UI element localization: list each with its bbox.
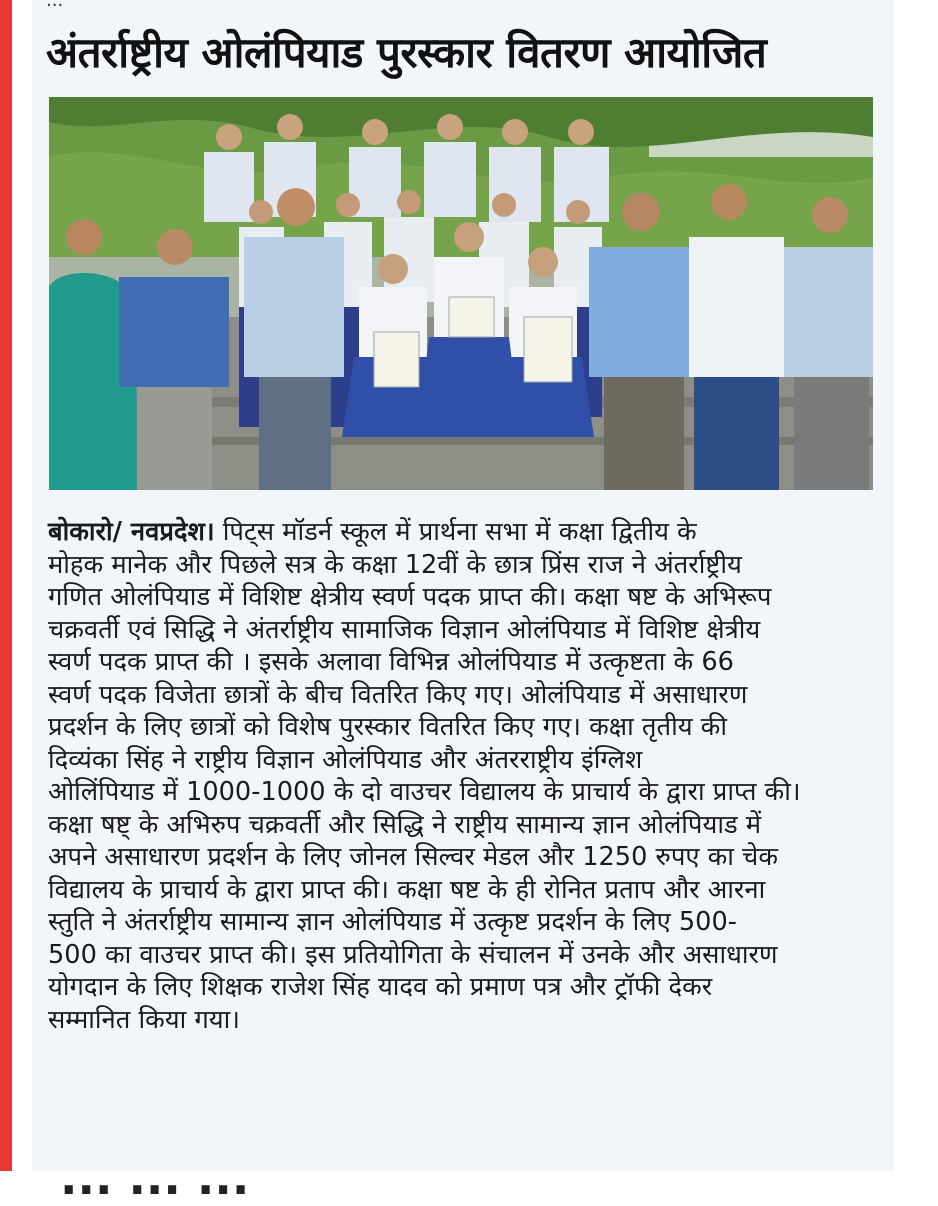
article-body (48, 516, 878, 1036)
article-line: ओलिंपियाड में 1000-1000 के दो वाउचर विद्यालय के प्राचार्य के द्वारा प्राप्त की। (48, 777, 801, 807)
article-line: मोहक मानेक और पिछले सत्र के कक्षा 12वीं के छात्र प्रिंस राज ने अंतर्राष्ट्रीय (48, 549, 742, 580)
article-line: प्रदर्शन के लिए छात्रों को विशेष पुरस्कार वितरित किए गए। कक्षा तृतीय की (48, 712, 727, 742)
article-line: दिव्यंका सिंह ने राष्ट्रीय विज्ञान ओलंपियाड और अंतरराष्ट्रीय इंग्लिश (48, 744, 643, 775)
article-line: गणित ओलंपियाड में विशिष्ट क्षेत्रीय स्वर्ण पदक प्राप्त की। कक्षा षष्ट के अभिरूप (48, 582, 772, 612)
article-line: योगदान के लिए शिक्षक राजेश सिंह यादव को प्रमाण पत्र और ट्रॉफी देकर (48, 972, 713, 1002)
article-line: सम्मानित किया गया। (48, 1004, 240, 1035)
cut-off-bottom-headline (60, 1150, 880, 1205)
group-photo (49, 97, 873, 490)
article-line: विद्यालय के प्राचार्य के द्वारा प्राप्त की। कक्षा षष्ट के ही रोनित प्रताप और आरना (48, 874, 766, 905)
article-line: कक्षा षष्ट् के अभिरुप चक्रवर्ती और सिद्धि ने राष्ट्रीय सामान्य ज्ञान ओलंपियाड में (48, 809, 762, 840)
article-line: स्तुति ने अंतर्राष्ट्रीय सामान्य ज्ञान ओलंपियाड में उत्कृष्ट प्रदर्शन के लिए 500- (48, 907, 737, 937)
article-line: चक्रवर्ती एवं सिद्धि ने अंतर्राष्ट्रीय सामाजिक विज्ञान ओलंपियाड में विशिष्ट क्षेत्रीय (48, 614, 761, 645)
dateline: बोकारो/ नवप्रदेश। (48, 517, 215, 547)
article-line-text: पिट्स मॉडर्न स्कूल में प्रार्थना सभा में कक्षा द्वितीय के (222, 517, 697, 547)
red-margin-bar (0, 0, 12, 1171)
article-line: स्वर्ण पदक विजेता छात्रों के बीच वितरित किए गए। ओलंपियाड में असाधारण (48, 679, 748, 710)
headline: अंतर्राष्ट्रीय ओलंपियाड पुरस्कार वितरण आयोजित (46, 28, 767, 77)
group-photo-image (49, 97, 873, 490)
cut-off-top-text: ... (46, 0, 64, 11)
article-line: स्वर्ण पदक प्राप्त की । इसके अलावा विभिन्न ओलंपियाड में उत्कृष्टता के 66 (48, 647, 734, 677)
article-line (48, 516, 878, 549)
article-line: 500 का वाउचर प्राप्त की। इस प्रतियोगिता के संचालन में उनके और असाधारण (48, 939, 778, 970)
cut-off-bottom-text: ... ... ... (60, 1151, 250, 1205)
article-line: अपने असाधारण प्रदर्शन के लिए जोनल सिल्वर मेडल और 1250 रुपए का चेक (48, 842, 778, 872)
